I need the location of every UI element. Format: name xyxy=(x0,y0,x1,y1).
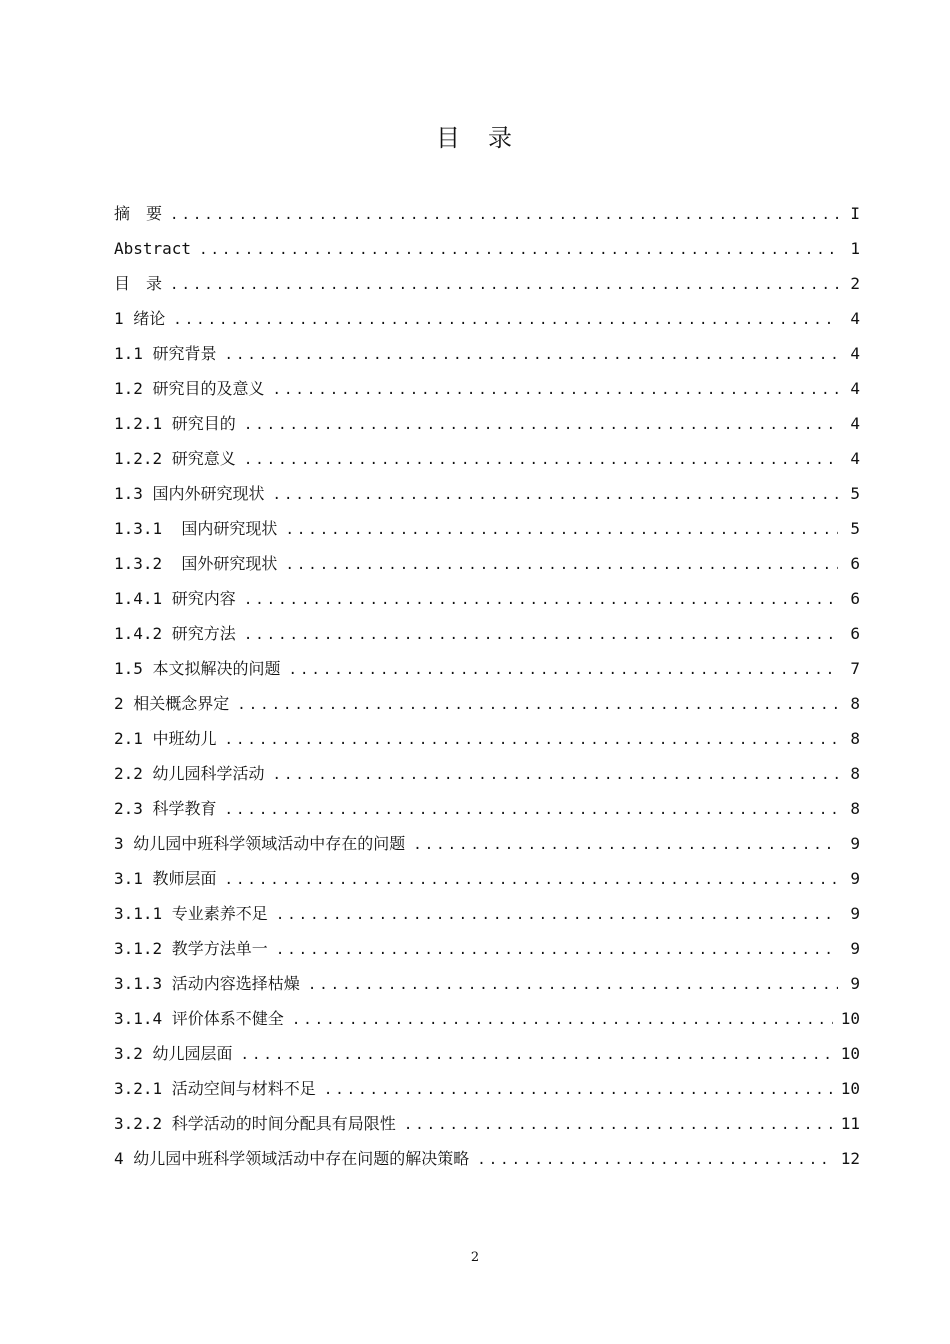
toc-entry[interactable] xyxy=(114,791,860,826)
toc-entry-page: 4 xyxy=(850,449,860,468)
toc-entry-label: 2.2 幼儿园科学活动 xyxy=(114,764,265,783)
toc-dot-leader xyxy=(237,688,838,723)
toc-entry-label: 1.4.2 研究方法 xyxy=(114,624,236,643)
toc-entry-label: 3.2.2 科学活动的时间分配具有局限性 xyxy=(114,1114,396,1133)
toc-entry-page: 5 xyxy=(850,484,860,503)
toc-entry[interactable] xyxy=(114,371,860,406)
toc-entry-label: 3.1.3 活动内容选择枯燥 xyxy=(114,974,300,993)
toc-entry[interactable] xyxy=(114,651,860,686)
toc-entry[interactable] xyxy=(114,826,860,861)
toc-dot-leader xyxy=(273,758,838,793)
toc-entry-label: 1.3 国内外研究现状 xyxy=(114,484,265,503)
toc-entry-label: 1.3.1 国内研究现状 xyxy=(114,519,278,538)
toc-entry-page: 10 xyxy=(840,1044,860,1063)
toc-entry-page: 9 xyxy=(850,974,860,993)
toc-entry[interactable] xyxy=(114,896,860,931)
toc-dot-leader xyxy=(244,443,838,478)
toc-dot-leader xyxy=(170,268,838,303)
toc-entry[interactable] xyxy=(114,1036,860,1071)
toc-entry-page: 4 xyxy=(850,379,860,398)
toc-entry-page: 4 xyxy=(850,309,860,328)
toc-entry-label: 3.2.1 活动空间与材料不足 xyxy=(114,1079,316,1098)
toc-entry[interactable] xyxy=(114,406,860,441)
toc-entry-label: 1 绪论 xyxy=(114,309,166,328)
toc-dot-leader xyxy=(276,898,838,933)
toc-entry-label: 4 幼儿园中班科学领域活动中存在问题的解决策略 xyxy=(114,1149,470,1168)
toc-entry[interactable] xyxy=(114,1106,860,1141)
toc-entry-label: 3.1.1 专业素养不足 xyxy=(114,904,268,923)
toc-dot-leader xyxy=(244,618,838,653)
toc-dot-leader xyxy=(241,1038,833,1073)
toc-entry-page: 8 xyxy=(850,729,860,748)
toc-entry-page: 8 xyxy=(850,694,860,713)
toc-entry-label: 目 录 xyxy=(114,274,163,293)
toc-entry[interactable] xyxy=(114,581,860,616)
toc-entry-page: I xyxy=(850,204,860,223)
toc-dot-leader xyxy=(273,373,838,408)
toc-entry[interactable] xyxy=(114,336,860,371)
toc-entry-label: 1.2.2 研究意义 xyxy=(114,449,236,468)
toc-dot-leader xyxy=(477,1143,832,1178)
toc-dot-leader xyxy=(225,338,838,373)
toc-entry-page: 9 xyxy=(850,904,860,923)
toc-entry[interactable] xyxy=(114,511,860,546)
toc-entry[interactable] xyxy=(114,546,860,581)
toc-entry-label: 1.2.1 研究目的 xyxy=(114,414,236,433)
toc-entry-label: 3.2 幼儿园层面 xyxy=(114,1044,233,1063)
toc-entry-label: 3 幼儿园中班科学领域活动中存在的问题 xyxy=(114,834,406,853)
toc-entry[interactable] xyxy=(114,1001,860,1036)
toc-dot-leader xyxy=(404,1108,833,1143)
toc-entry-page: 1 xyxy=(850,239,860,258)
page-title: 目 录 xyxy=(436,124,514,152)
toc-entry-page: 4 xyxy=(850,344,860,363)
toc-entry-label: 2.1 中班幼儿 xyxy=(114,729,217,748)
toc-entry[interactable] xyxy=(114,756,860,791)
toc-dot-leader xyxy=(308,968,838,1003)
toc-entry-page: 8 xyxy=(850,799,860,818)
toc-entry[interactable] xyxy=(114,931,860,966)
toc-entry[interactable] xyxy=(114,616,860,651)
toc-entry[interactable] xyxy=(114,686,860,721)
toc-entry[interactable] xyxy=(114,476,860,511)
toc-entry-label: Abstract xyxy=(114,239,192,258)
table-of-contents xyxy=(114,196,860,1176)
toc-dot-leader xyxy=(170,198,838,233)
toc-dot-leader xyxy=(276,933,838,968)
toc-entry-page: 11 xyxy=(840,1114,860,1133)
toc-entry-label: 1.5 本文拟解决的问题 xyxy=(114,659,281,678)
toc-entry-page: 12 xyxy=(840,1149,860,1168)
toc-entry-label: 3.1.4 评价体系不健全 xyxy=(114,1009,284,1028)
toc-entry-label: 2 相关概念界定 xyxy=(114,694,230,713)
toc-dot-leader xyxy=(324,1073,833,1108)
toc-entry[interactable] xyxy=(114,721,860,756)
toc-dot-leader xyxy=(273,478,838,513)
toc-entry[interactable] xyxy=(114,196,860,231)
toc-entry-page: 6 xyxy=(850,624,860,643)
toc-entry-page: 10 xyxy=(840,1079,860,1098)
toc-entry[interactable] xyxy=(114,231,860,266)
toc-entry[interactable] xyxy=(114,861,860,896)
toc-entry-label: 3.1.2 教学方法单一 xyxy=(114,939,268,958)
toc-entry-page: 9 xyxy=(850,834,860,853)
toc-entry-page: 8 xyxy=(850,764,860,783)
toc-entry-page: 7 xyxy=(850,659,860,678)
toc-entry-label: 1.4.1 研究内容 xyxy=(114,589,236,608)
toc-entry-page: 6 xyxy=(850,589,860,608)
toc-entry[interactable] xyxy=(114,301,860,336)
toc-entry-page: 4 xyxy=(850,414,860,433)
toc-entry-label: 1.3.2 国外研究现状 xyxy=(114,554,278,573)
toc-dot-leader xyxy=(244,583,838,618)
toc-entry-page: 9 xyxy=(850,869,860,888)
toc-entry[interactable] xyxy=(114,441,860,476)
toc-entry-label: 1.1 研究背景 xyxy=(114,344,217,363)
toc-dot-leader xyxy=(413,828,838,863)
toc-entry-label: 2.3 科学教育 xyxy=(114,799,217,818)
toc-entry[interactable] xyxy=(114,1141,860,1176)
toc-dot-leader xyxy=(199,233,838,268)
toc-dot-leader xyxy=(173,303,838,338)
toc-entry-page: 5 xyxy=(850,519,860,538)
toc-dot-leader xyxy=(285,513,838,548)
toc-entry-page: 10 xyxy=(840,1009,860,1028)
toc-dot-leader xyxy=(292,1003,833,1038)
toc-dot-leader xyxy=(225,863,838,898)
toc-entry-label: 1.2 研究目的及意义 xyxy=(114,379,265,398)
page-number: 2 xyxy=(470,1250,480,1265)
toc-entry-page: 9 xyxy=(850,939,860,958)
toc-entry[interactable] xyxy=(114,966,860,1001)
toc-dot-leader xyxy=(285,548,838,583)
toc-dot-leader xyxy=(225,793,838,828)
toc-entry-page: 6 xyxy=(850,554,860,573)
toc-entry-label: 3.1 教师层面 xyxy=(114,869,217,888)
toc-entry-label: 摘 要 xyxy=(114,204,163,223)
toc-entry[interactable] xyxy=(114,1071,860,1106)
toc-dot-leader xyxy=(225,723,838,758)
toc-entry-page: 2 xyxy=(850,274,860,293)
toc-dot-leader xyxy=(244,408,838,443)
toc-dot-leader xyxy=(289,653,838,688)
toc-entry[interactable] xyxy=(114,266,860,301)
